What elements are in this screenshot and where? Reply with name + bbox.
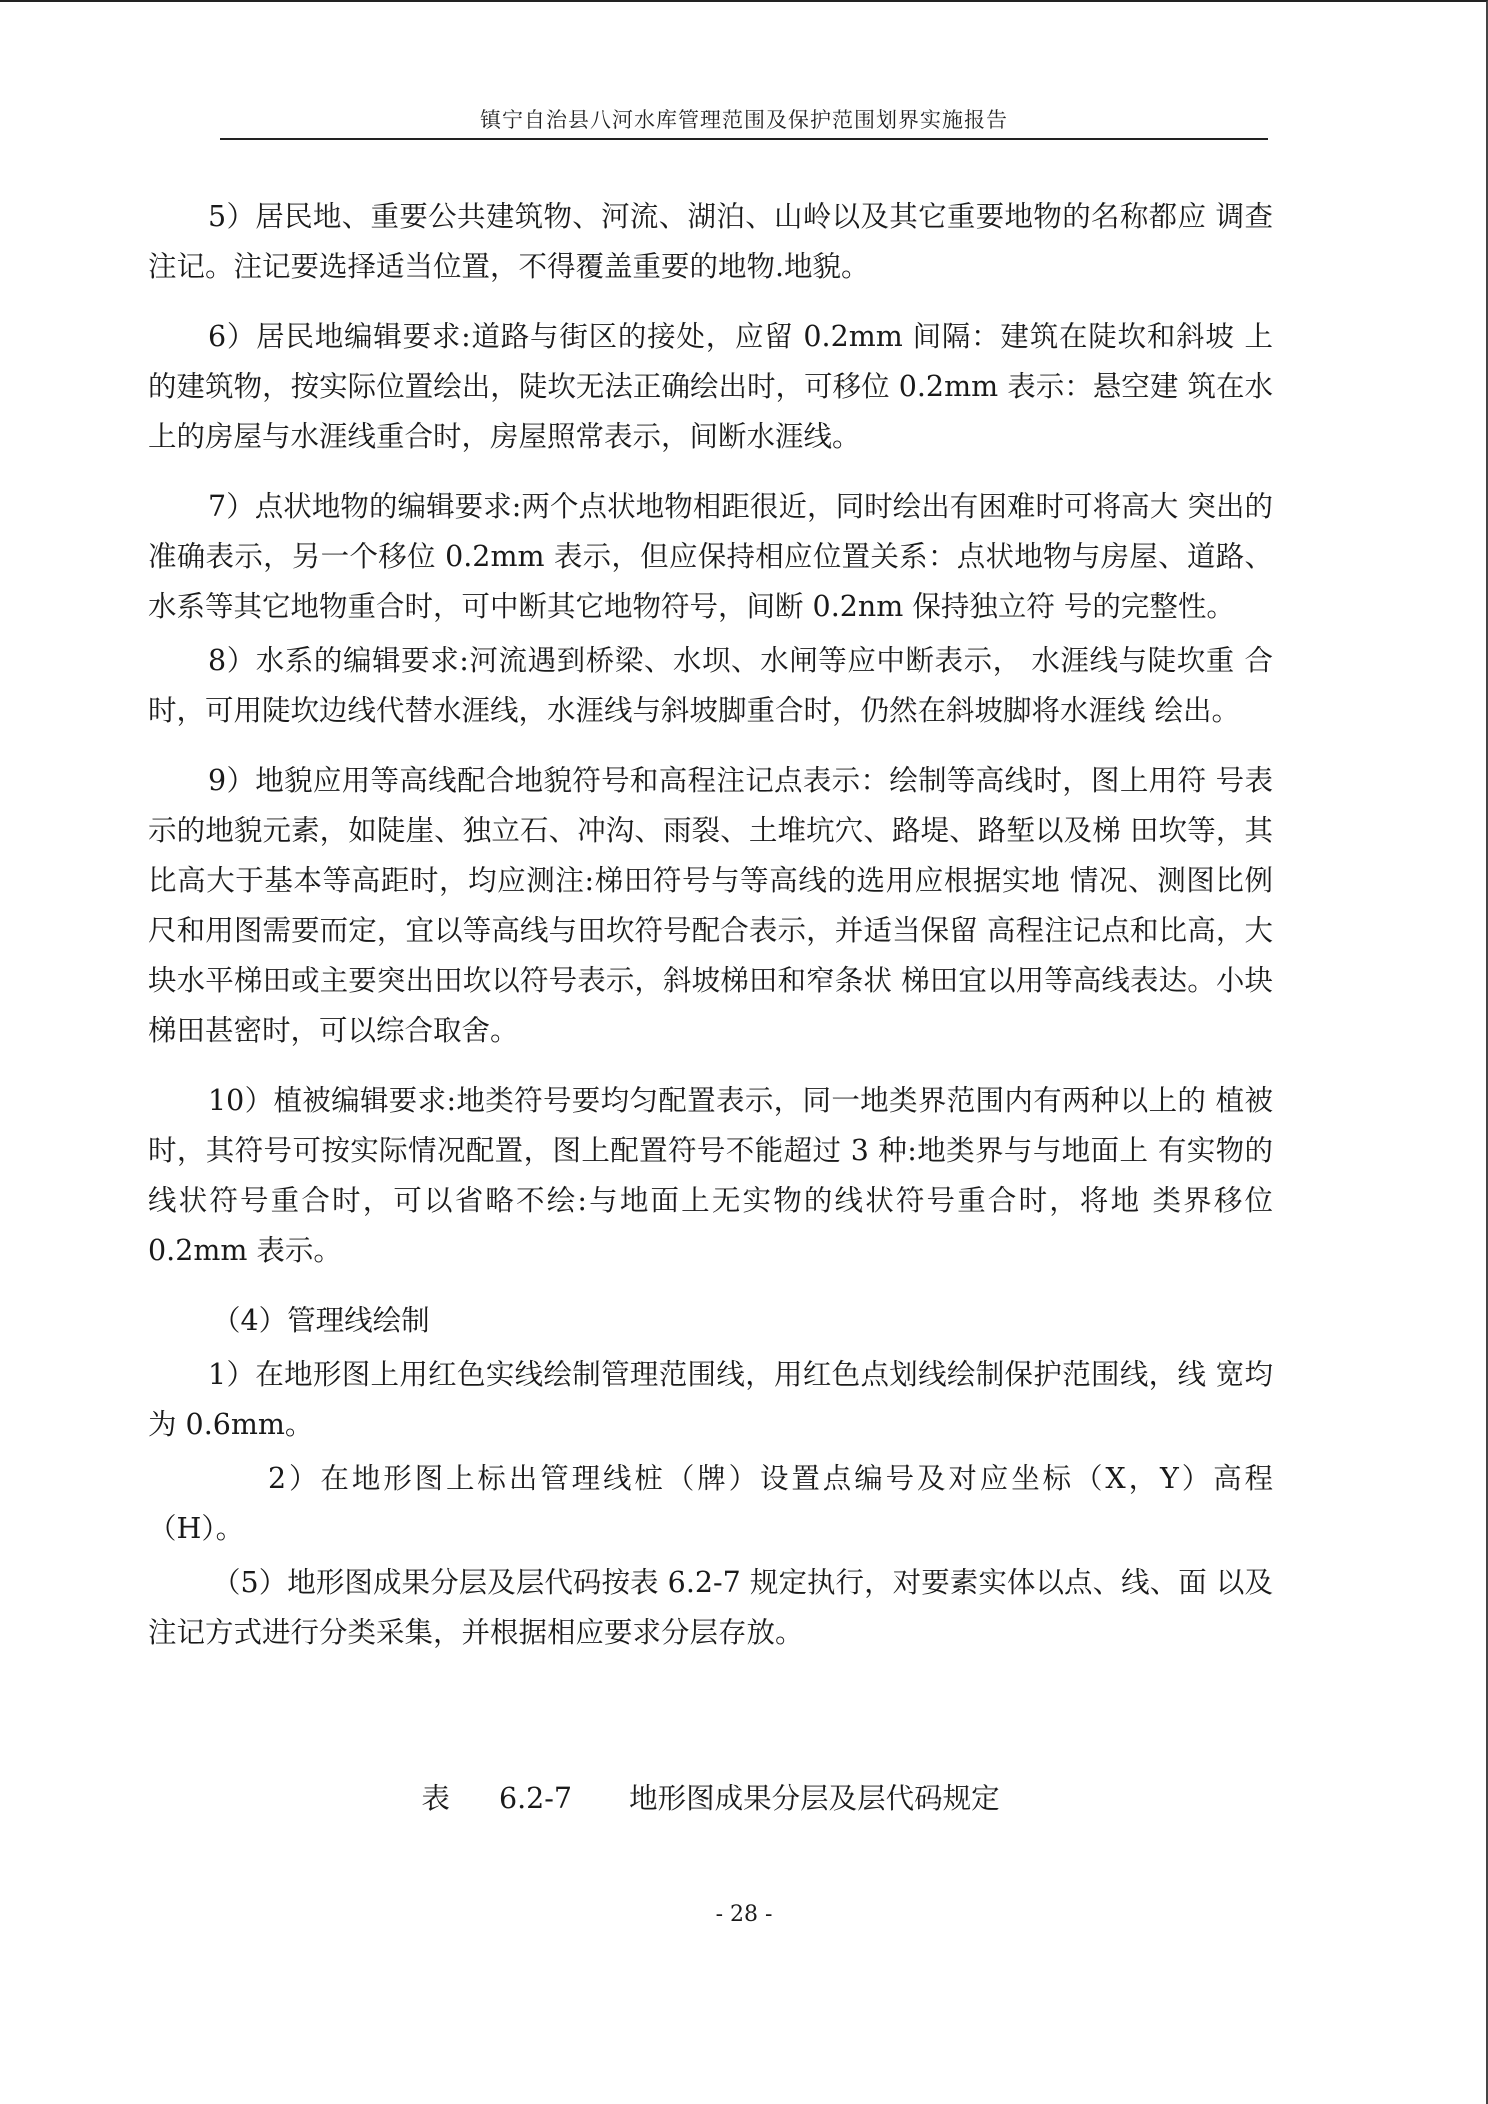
table-caption: 表 6.2-7 地形图成果分层及层代码规定: [421, 1782, 1000, 1815]
paragraph-item-7: 7）点状地物的编辑要求:两个点状地物相距很近，同时绘出有困难时可将高大 突出的准确表示，另一个移位 0.2mm 表示，但应保持相应位置关系：点状地物与房屋、道路、水系等其它地物重合时，可中断其它地物符号，间断 0.2nm 保持独立符 号的完整性。: [148, 490, 1273, 623]
page-number: - 28 -: [715, 1902, 773, 1927]
paragraph-item-8: 8）水系的编辑要求:河流遇到桥梁、水坝、水闸等应中断表示， 水涯线与陡坎重 合时，可用陡坎边线代替水涯线，水涯线与斜坡脚重合时，仍然在斜坡脚将水涯线 绘出。: [148, 644, 1273, 727]
paragraph-item-2: 2）在地形图上标出管理线桩（牌）设置点编号及对应坐标（X，Y）高程（H）。: [148, 1462, 1273, 1545]
paragraph-item-6: 6）居民地编辑要求:道路与街区的接处，应留 0.2mm 间隔：建筑在陡坎和斜坡 上的建筑物，按实际位置绘出，陡坎无法正确绘出时，可移位 0.2mm 表示：悬空建 筑在水上的房屋与水涯线重合时，房屋照常表示，间断水涯线。: [148, 320, 1273, 453]
header-rule: [220, 138, 1268, 140]
paragraph-section-5: （5）地形图成果分层及层代码按表 6.2-7 规定执行，对要素实体以点、线、面 以及注记方式进行分类采集，并根据相应要求分层存放。: [148, 1566, 1273, 1649]
paragraph-item-10: 10）植被编辑要求:地类符号要均匀配置表示，同一地类界范围内有两种以上的 植被时，其符号可按实际情况配置，图上配置符号不能超过 3 种:地类界与与地面上 有实物的线状符号重合时，可以省略不绘:与地面上无实物的线状符号重合时，将地 类界移位 0.2mm 表示。: [148, 1084, 1273, 1267]
paragraph-item-1: 1）在地形图上用红色实线绘制管理范围线，用红色点划线绘制保护范围线，线 宽均为 0.6mm。: [148, 1358, 1273, 1441]
section-heading-4: （4）管理线绘制: [212, 1304, 430, 1337]
paragraph-item-5: 5）居民地、重要公共建筑物、河流、湖泊、山岭以及其它重要地物的名称都应 调查注记。注记要选择适当位置，不得覆盖重要的地物.地貌。: [148, 200, 1273, 283]
running-header: 镇宁自治县八河水库管理范围及保护范围划界实施报告: [480, 108, 1008, 132]
document-body: [148, 192, 1273, 1658]
paragraph-item-9: 9）地貌应用等高线配合地貌符号和高程注记点表示：绘制等高线时，图上用符 号表示的地貌元素，如陡崖、独立石、冲沟、雨裂、土堆坑穴、路堤、路堑以及梯 田坎等，其比高大于基本等高距时，均应测注:梯田符号与等高线的选用应根据实地 情况、测图比例尺和用图需要而定，宜以等高线与田坎符号配合表示，并适当保留 高程注记点和比高，大块水平梯田或主要突出田坎以符号表示，斜坡梯田和窄条状 梯田宜以用等高线表达。小块梯田甚密时，可以综合取舍。: [148, 764, 1273, 1047]
